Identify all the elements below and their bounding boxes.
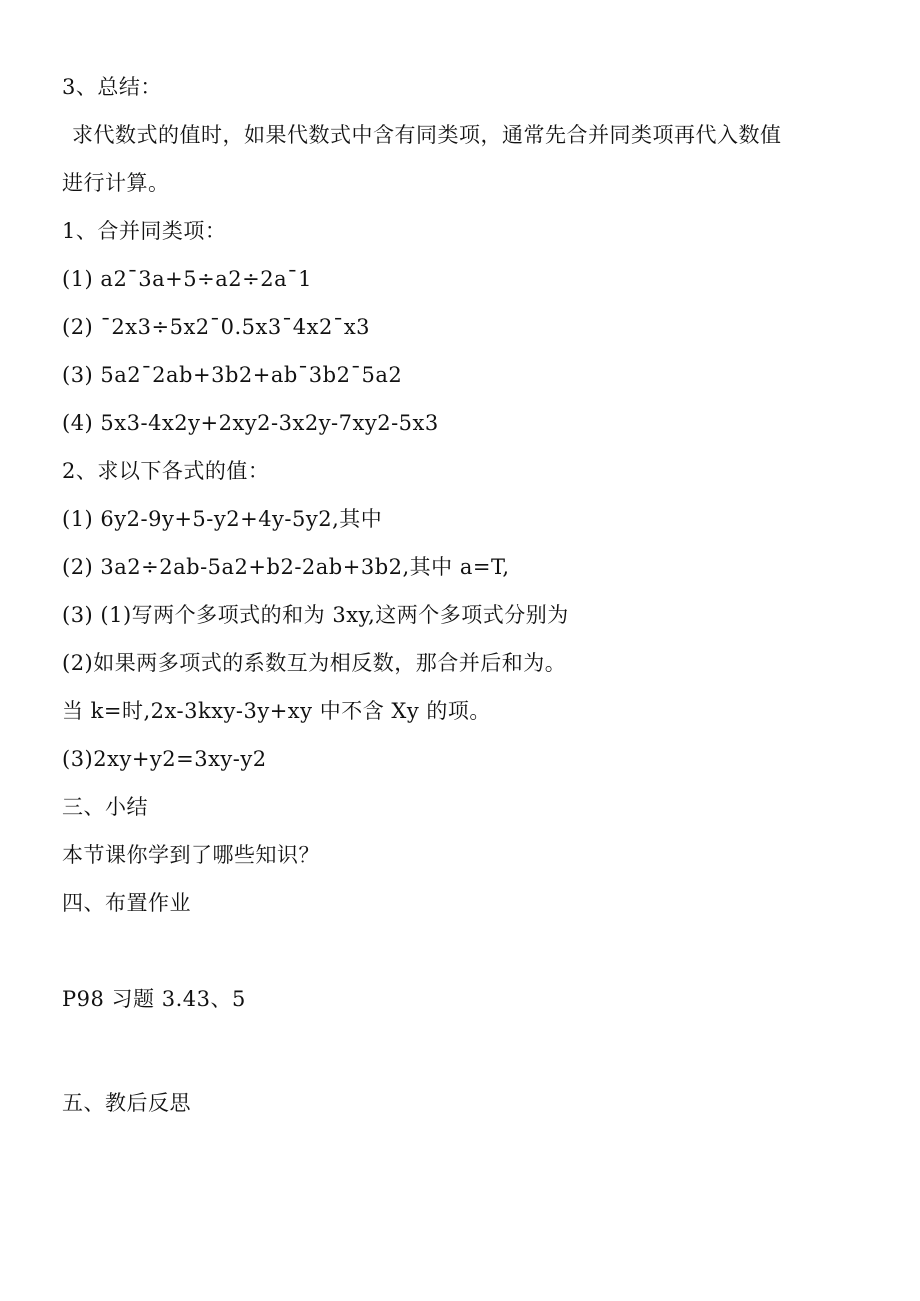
section-heading-homework: 四、布置作业 [62, 891, 191, 915]
section-heading-recap: 三、小结 [62, 795, 148, 819]
exercise-2-item-3-sub-2: (2)如果两多项式的系数互为相反数，那合并后和为。 [62, 651, 567, 675]
exercise-1-item-3: (3) 5a2ˉ2ab+3b2+abˉ3b2ˉ5a2 [62, 363, 403, 387]
exercise-heading-combine-like-terms: 1、合并同类项： [62, 219, 227, 243]
exercise-heading-evaluate: 2、求以下各式的值： [62, 459, 270, 483]
recap-question: 本节课你学到了哪些知识？ [62, 843, 320, 867]
exercise-1-item-1: (1) a2ˉ3a+5÷a2÷2aˉ1 [62, 267, 312, 291]
section-heading-summary: 3、总结： [62, 75, 162, 99]
summary-paragraph-line-1: 求代数式的值时，如果代数式中含有同类项，通常先合并同类项再代入数值 [72, 123, 782, 147]
exercise-1-item-4: (4) 5x3-4x2y+2xy2-3x2y-7xy2-5x3 [62, 411, 439, 435]
exercise-2-item-k-value: 当 k=时,2x-3kxy-3y+xy 中不含 Xy 的项。 [62, 699, 491, 723]
exercise-2-item-2: (2) 3a2÷2ab-5a2+b2-2ab+3b2,其中 a=T, [62, 555, 510, 579]
exercise-2-item-3-sub-3: (3)2xy+y2=3xy-y2 [62, 747, 267, 771]
section-heading-reflection: 五、教后反思 [62, 1091, 191, 1115]
exercise-2-item-3: (3) (1)写两个多项式的和为 3xy,这两个多项式分别为 [62, 603, 569, 627]
summary-paragraph-line-2: 进行计算。 [62, 171, 170, 195]
homework-assignment: P98 习题 3.43、5 [62, 987, 246, 1011]
exercise-2-item-1: (1) 6y2-9y+5-y2+4y-5y2,其中 [62, 507, 383, 531]
exercise-1-item-2: (2) ˉ2x3÷5x2ˉ0.5x3ˉ4x2ˉx3 [62, 315, 371, 339]
